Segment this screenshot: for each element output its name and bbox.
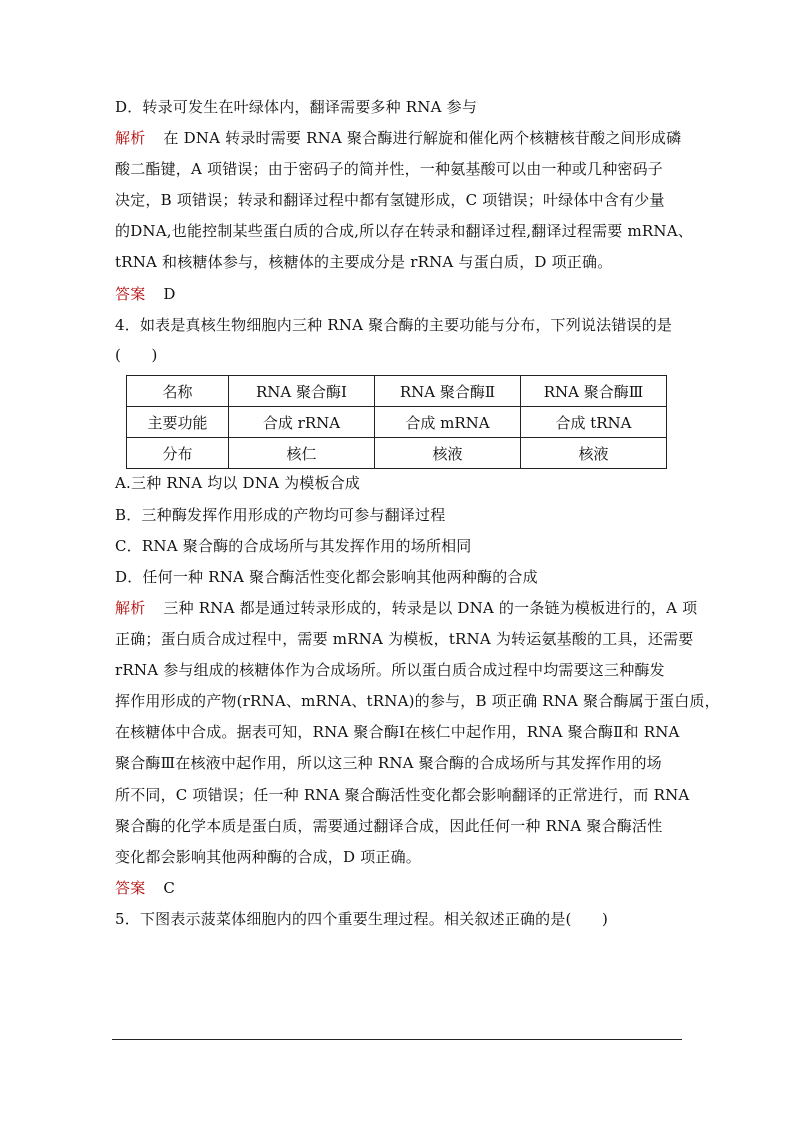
q4-answer-value: C bbox=[163, 879, 176, 897]
q4-analysis-line-6: 聚合酶Ⅲ在核液中起作用，所以这三种 RNA 聚合酶的合成场所与其发挥作用的场 bbox=[115, 754, 662, 772]
table-cell: 名称 bbox=[127, 376, 229, 407]
table-cell: RNA 聚合酶Ⅲ bbox=[521, 376, 667, 407]
q4-analysis-line-8: 聚合酶的化学本质是蛋白质，需要通过翻译合成，因此任何一种 RNA 聚合酶活性 bbox=[115, 817, 663, 835]
q4-paren: ( ) bbox=[115, 346, 158, 364]
q4-option-b: B．三种酶发挥作用形成的产物均可参与翻译过程 bbox=[115, 506, 446, 524]
table-cell: RNA 聚合酶Ⅰ bbox=[229, 376, 375, 407]
table-cell: 核液 bbox=[375, 438, 521, 469]
q4-analysis-text: 三种 RNA 都是通过转录形成的，转录是以 DNA 的一条链为模板进行的，A 项 bbox=[163, 599, 698, 617]
q4-option-a: A.三种 RNA 均以 DNA 为模板合成 bbox=[115, 474, 361, 492]
q4-analysis-line-7: 所不同，C 项错误；任一种 RNA 聚合酶活性变化都会影响翻译的正常进行，而 RNA bbox=[115, 786, 690, 804]
footer-divider bbox=[112, 1039, 682, 1040]
table-cell: 合成 tRNA bbox=[521, 407, 667, 438]
table-cell: RNA 聚合酶Ⅱ bbox=[375, 376, 521, 407]
q4-answer bbox=[115, 878, 175, 898]
table-cell: 分布 bbox=[127, 438, 229, 469]
q3-analysis-text: 在 DNA 转录时需要 RNA 聚合酶进行解旋和催化两个核糖核苷酸之间形成磷 bbox=[163, 129, 682, 147]
q4-analysis-line-1 bbox=[115, 598, 697, 618]
rna-polymerase-table bbox=[126, 375, 667, 469]
table-cell: 合成 mRNA bbox=[375, 407, 521, 438]
q3-analysis-label: 解析 bbox=[115, 129, 146, 147]
table-cell: 主要功能 bbox=[127, 407, 229, 438]
q4-analysis-line-3: rRNA 参与组成的核糖体作为合成场所。所以蛋白质合成过程中均需要这三种酶发 bbox=[115, 661, 665, 679]
q4-answer-label: 答案 bbox=[115, 879, 146, 897]
q4-analysis-line-9: 变化都会影响其他两种酶的合成，D 项正确。 bbox=[115, 848, 421, 866]
q4-analysis-label: 解析 bbox=[115, 599, 146, 617]
q3-answer-label: 答案 bbox=[115, 285, 146, 303]
table-row bbox=[127, 376, 667, 407]
q4-option-d: D．任何一种 RNA 聚合酶活性变化都会影响其他两种酶的合成 bbox=[115, 568, 538, 586]
q4-option-c: C．RNA 聚合酶的合成场所与其发挥作用的场所相同 bbox=[115, 537, 472, 555]
q3-analysis-line-1 bbox=[115, 128, 681, 148]
q3-analysis-line-3: 决定，B 项错误；转录和翻译过程中都有氢键形成，C 项错误；叶绿体中含有少量 bbox=[115, 191, 665, 209]
q3-analysis-line-4: 的DNA,也能控制某些蛋白质的合成,所以存在转录和翻译过程,翻译过程需要 mRNA、 bbox=[115, 222, 693, 240]
q4-analysis-line-5: 在核糖体中合成。据表可知，RNA 聚合酶Ⅰ在核仁中起作用，RNA 聚合酶Ⅱ和 RNA bbox=[115, 723, 680, 741]
q4-stem: 4．如表是真核生物细胞内三种 RNA 聚合酶的主要功能与分布，下列说法错误的是 bbox=[115, 316, 673, 334]
q4-analysis-line-2: 正确；蛋白质合成过程中，需要 mRNA 为模板，tRNA 为转运氨基酸的工具，还需要 bbox=[115, 630, 694, 648]
table-cell: 核液 bbox=[521, 438, 667, 469]
q3-answer bbox=[115, 284, 176, 304]
q5-stem: 5．下图表示菠菜体细胞内的四个重要生理过程。相关叙述正确的是( ) bbox=[115, 910, 609, 928]
table-row bbox=[127, 407, 667, 438]
q4-analysis-line-4: 挥作用形成的产物(rRNA、mRNA、tRNA)的参与，B 项正确 RNA 聚合酶属于蛋白质， bbox=[115, 692, 720, 710]
q3-analysis-line-5: tRNA 和核糖体参与，核糖体的主要成分是 rRNA 与蛋白质，D 项正确。 bbox=[115, 253, 613, 271]
q3-analysis-line-2: 酸二酯键，A 项错误；由于密码子的简并性，一种氨基酸可以由一种或几种密码子 bbox=[115, 160, 664, 178]
table-row bbox=[127, 438, 667, 469]
table-cell: 核仁 bbox=[229, 438, 375, 469]
q3-option-d: D．转录可发生在叶绿体内，翻译需要多种 RNA 参与 bbox=[115, 98, 478, 116]
table-cell: 合成 rRNA bbox=[229, 407, 375, 438]
q3-answer-value: D bbox=[163, 285, 176, 303]
